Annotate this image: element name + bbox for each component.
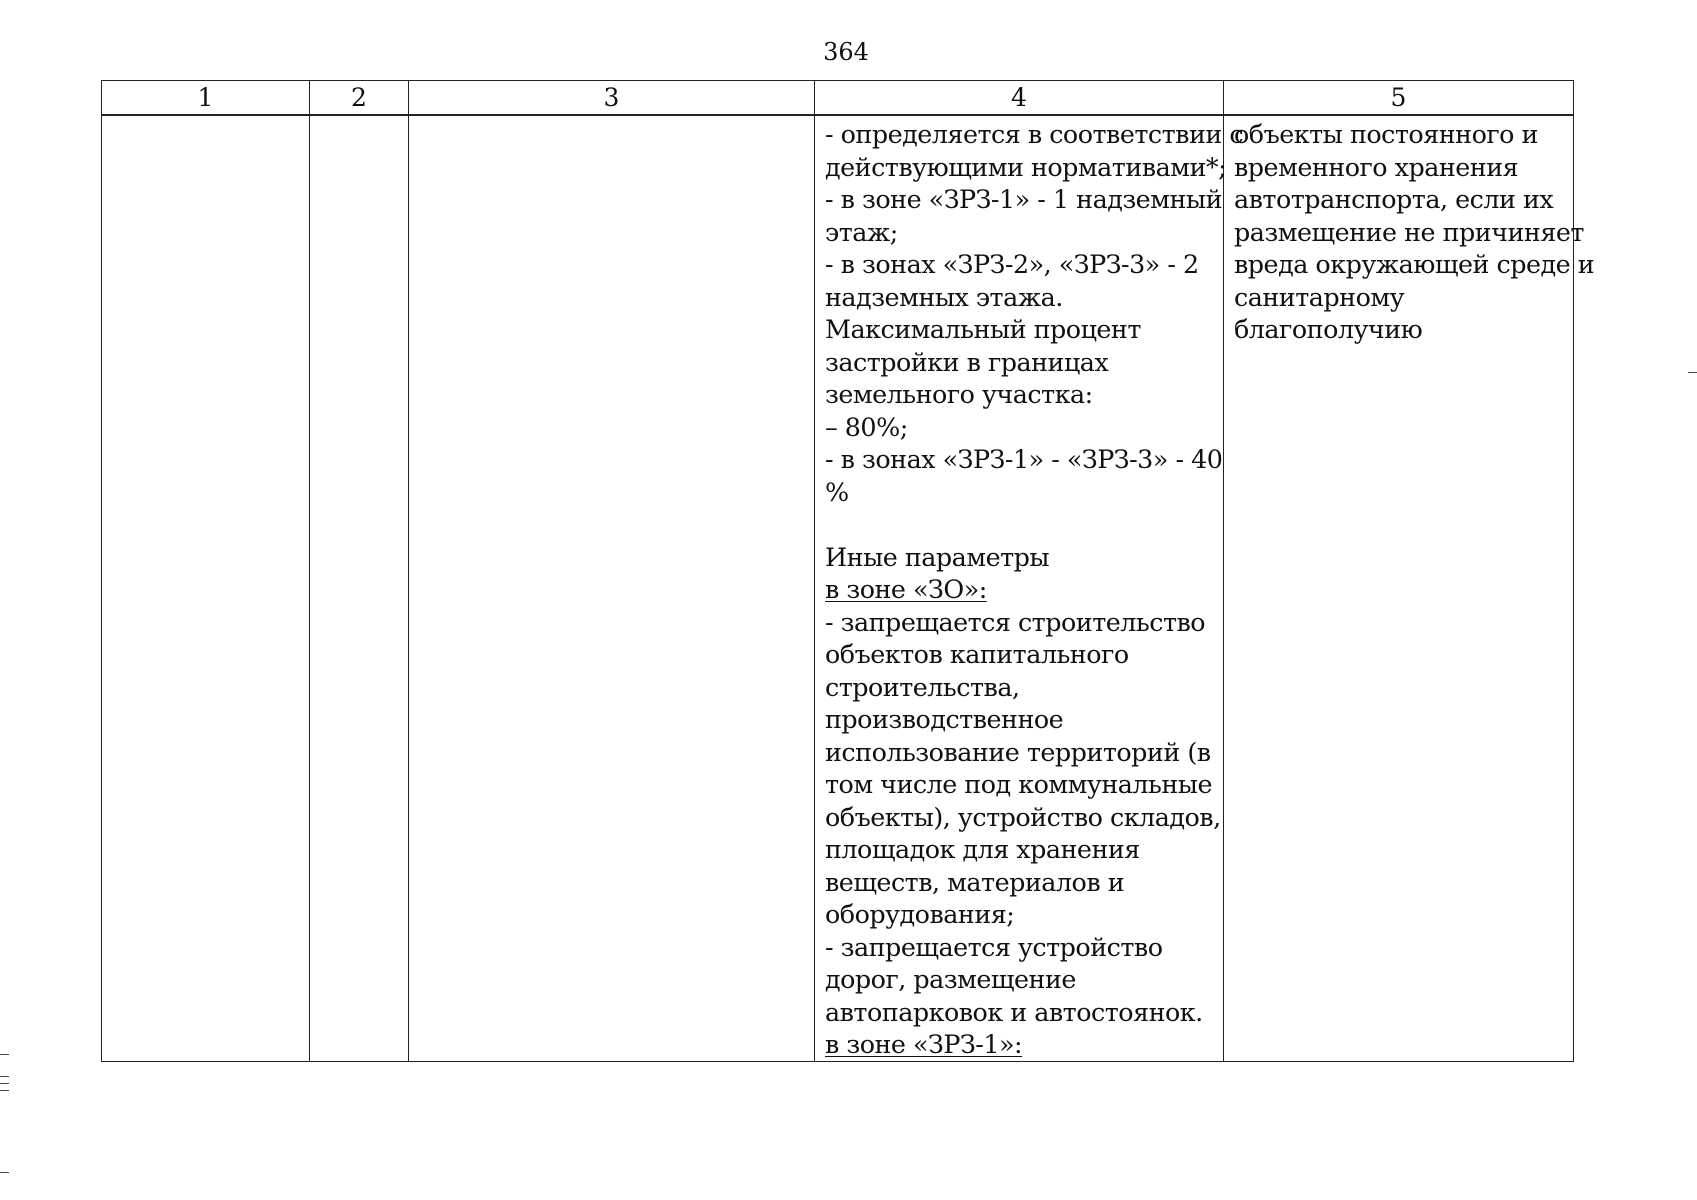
- parameter-line: дорог, размещение: [825, 964, 1076, 994]
- parameter-line: действующими нормативами*;: [825, 151, 1227, 182]
- parameter-line: - в зоне «ЗРЗ-1» - 1 надземный: [825, 184, 1223, 214]
- parameter-line: %: [825, 476, 849, 507]
- parameter-line: строительства,: [825, 671, 1020, 702]
- scan-mark: [0, 1083, 9, 1084]
- column-header-1: 1: [102, 81, 310, 116]
- parameter-line: объектов капитального: [825, 639, 1129, 669]
- parameter-line: оборудования;: [825, 899, 1015, 929]
- column-header-4: 4: [815, 81, 1224, 116]
- table-row: [102, 115, 1574, 1061]
- permitted-use-line: санитарному: [1234, 281, 1405, 312]
- scan-mark: [0, 1076, 9, 1077]
- parameter-line: земельного участка:: [825, 379, 1093, 409]
- parameter-line: застройки в границах: [825, 346, 1109, 377]
- parameter-line: использование территорий (в: [825, 736, 1211, 767]
- parameter-line: - в зонах «ЗРЗ-2», «ЗРЗ-3» - 2: [825, 249, 1199, 279]
- parameter-line: - запрещается устройство: [825, 931, 1163, 962]
- scan-mark: [0, 1054, 9, 1055]
- parameter-line: автопарковок и автостоянок.: [825, 996, 1203, 1027]
- column-header-2: 2: [310, 81, 409, 116]
- header-row: [102, 81, 1574, 116]
- permitted-use-line: вреда окружающей среде и: [1234, 249, 1595, 279]
- permitted-use-line: размещение не причиняет: [1234, 216, 1584, 247]
- column-header-3: 3: [409, 81, 815, 116]
- parameters-text: [815, 116, 1244, 1061]
- parameter-line: объекты), устройство складов,: [825, 801, 1221, 832]
- parameter-line: – 80%;: [825, 411, 908, 442]
- parameter-line: в зоне «ЗРЗ-1»:: [825, 1029, 1023, 1059]
- column-header-5: 5: [1224, 81, 1574, 116]
- parameter-line: площадок для хранения: [825, 834, 1140, 864]
- cell-col-5: [1224, 115, 1595, 1061]
- parameter-line: веществ, материалов и: [825, 866, 1125, 897]
- parameter-line: том числе под коммунальные: [825, 769, 1212, 799]
- scan-mark: [1688, 372, 1697, 373]
- permitted-use-line: автотранспорта, если их: [1234, 184, 1554, 214]
- page-number: 364: [823, 38, 869, 66]
- scan-mark: [0, 1090, 9, 1091]
- parameter-line: Иные параметры: [825, 541, 1050, 572]
- cell-col-4: [815, 115, 1244, 1061]
- parameter-line: [825, 508, 1215, 541]
- permitted-use-line: объекты постоянного и: [1234, 119, 1538, 149]
- parameter-line: производственное: [825, 704, 1064, 734]
- cell-col-2: [310, 115, 409, 1061]
- parameter-line: - в зонах «ЗРЗ-1» - «ЗРЗ-3» - 40: [825, 444, 1223, 474]
- cell-col-3: [409, 115, 815, 1061]
- scan-mark: [0, 1172, 9, 1173]
- permitted-use-line: благополучию: [1234, 314, 1423, 344]
- parameter-line: в зоне «ЗО»:: [825, 574, 987, 604]
- parameter-line: - запрещается строительство: [825, 606, 1206, 637]
- cell-col-1: [102, 115, 310, 1061]
- regulations-table: [101, 80, 1595, 1062]
- parameter-line: - определяется в соответствии с: [825, 119, 1244, 149]
- permitted-use-text: [1224, 116, 1595, 346]
- permitted-use-line: временного хранения: [1234, 151, 1519, 182]
- parameter-line: надземных этажа.: [825, 281, 1063, 312]
- parameter-line: Максимальный процент: [825, 314, 1141, 344]
- parameter-line: этаж;: [825, 216, 898, 247]
